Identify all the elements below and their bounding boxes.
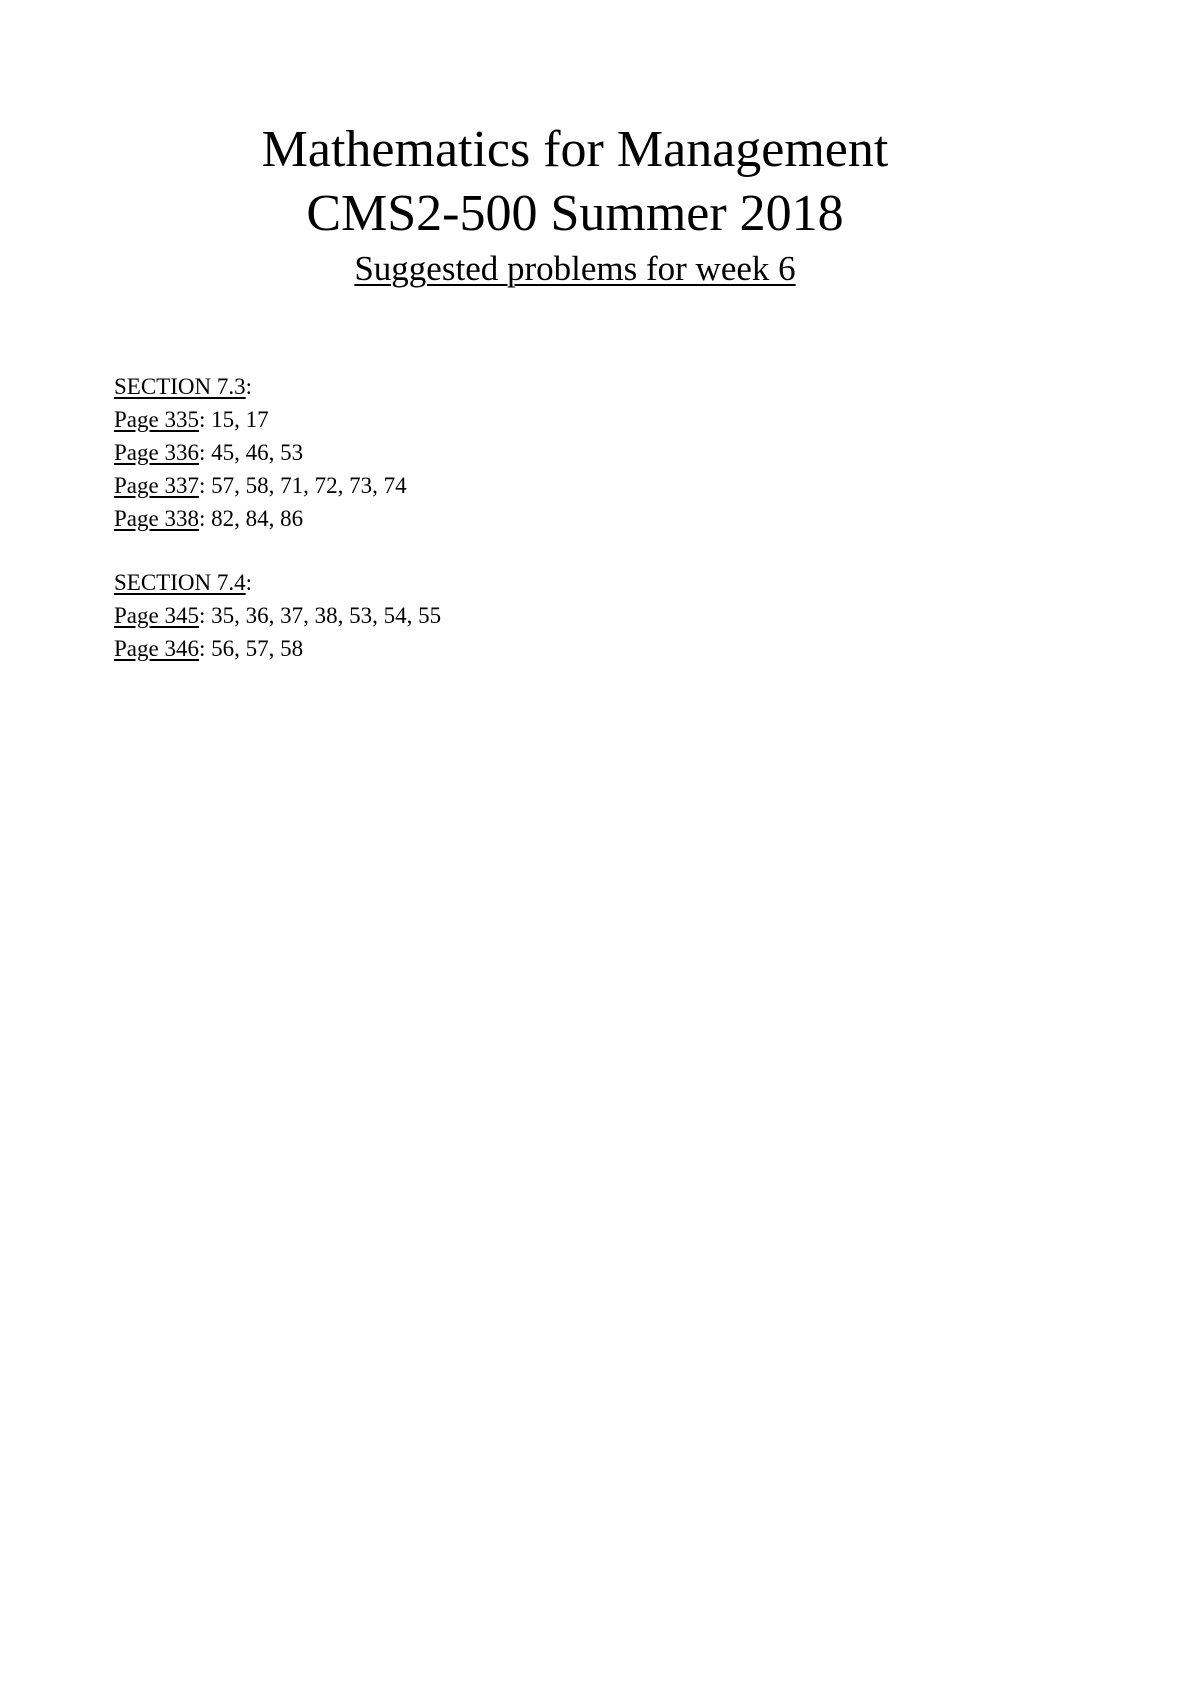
course-title: CMS2-500 Summer 2018 [306,185,844,242]
section-heading: SECTION 7.3: [114,374,253,399]
problem-numbers: 82, 84, 86 [211,506,304,531]
problem-numbers: 35, 36, 37, 38, 53, 54, 55 [211,603,442,628]
problem-line: Page 337: 57, 58, 71, 72, 73, 74 [114,473,407,498]
page-reference: Page 345 [114,603,199,628]
page-reference: Page 335 [114,407,199,432]
problem-line: Page 345: 35, 36, 37, 38, 53, 54, 55 [114,603,442,628]
page-reference: Page 337 [114,473,199,498]
problem-line: Page 346: 56, 57, 58 [114,636,304,661]
section-7-3 [114,370,914,535]
problem-line: Page 338: 82, 84, 86 [114,506,304,531]
problem-numbers: 45, 46, 53 [211,440,304,465]
problem-numbers: 57, 58, 71, 72, 73, 74 [211,473,407,498]
problem-line: Page 335: 15, 17 [114,407,269,432]
section-heading-text: SECTION 7.3 [114,374,246,399]
problem-sections [114,370,914,696]
document-subtitle: Suggested problems for week 6 [354,249,796,288]
section-heading: SECTION 7.4: [114,570,253,595]
section-heading-text: SECTION 7.4 [114,570,246,595]
problem-numbers: 15, 17 [211,407,269,432]
problem-line: Page 336: 45, 46, 53 [114,440,304,465]
page-reference: Page 338 [114,506,199,531]
page-reference: Page 336 [114,440,199,465]
document-header [0,118,1150,292]
problem-numbers: 56, 57, 58 [211,636,304,661]
section-7-4 [114,566,914,665]
page-reference: Page 346 [114,636,199,661]
document-title: Mathematics for Management [261,121,889,178]
